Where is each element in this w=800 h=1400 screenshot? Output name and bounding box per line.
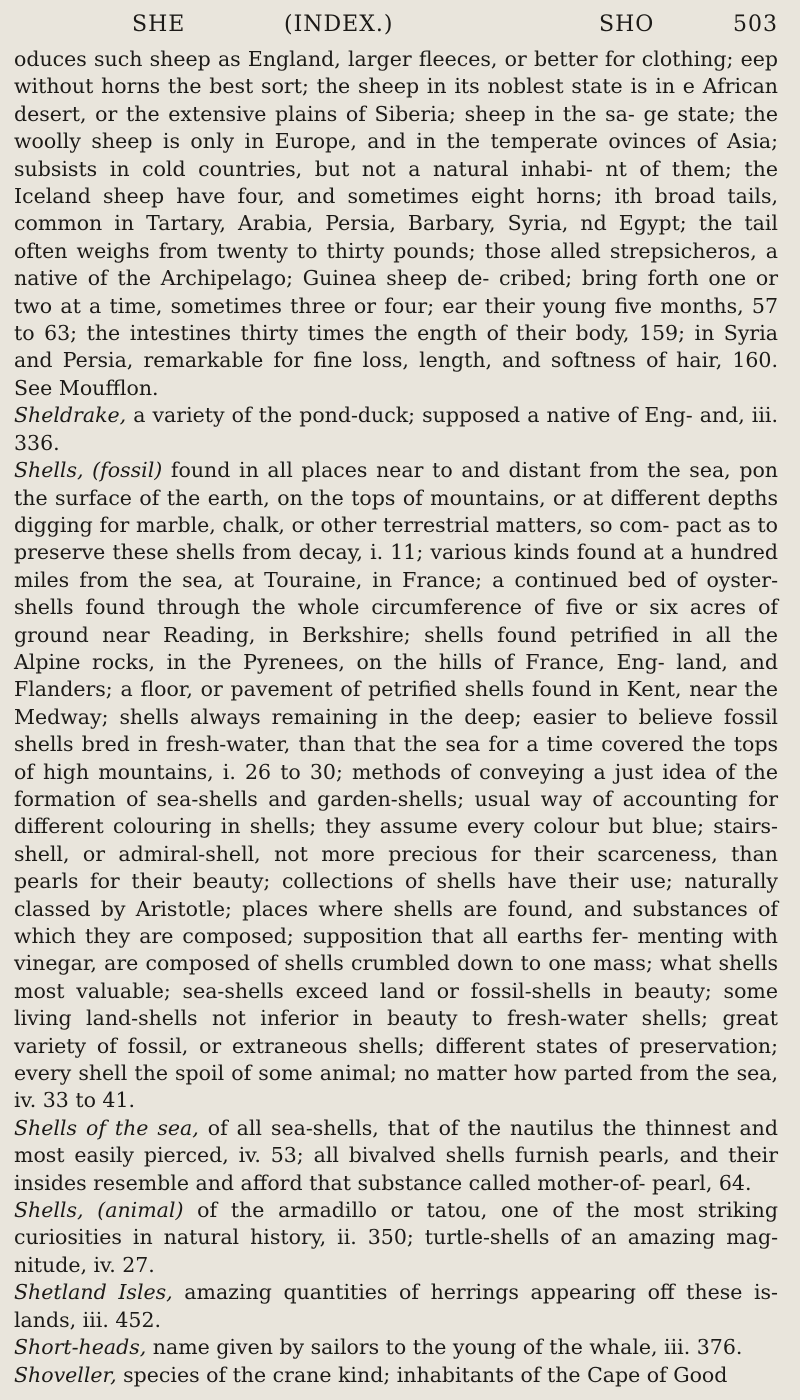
- entry-shells-animal: [14, 1197, 778, 1279]
- entry-text: of all sea-shells, that of the nautilus the thinnest and most easily pierced, iv. 53; all bivalved shells furnish pearls, and their insides resemble and afford that substance called mother-of- pearl, 64.: [14, 1115, 778, 1195]
- entry-term: Shetland Isles,: [14, 1280, 173, 1305]
- entry-text: species of the crane kind; inhabitants of the Cape of Good: [116, 1362, 728, 1387]
- header-section-title: (INDEX.): [284, 12, 394, 37]
- header-right-guide-word: SHO: [599, 12, 655, 37]
- entry-shetland-isles: [14, 1279, 778, 1334]
- running-header: [14, 0, 778, 40]
- entry-sheep-continued: [14, 46, 778, 402]
- entry-shells-fossil: [14, 457, 778, 1115]
- entry-text: of the armadillo or tatou, one of the most striking curiosities in natural history, ii. 350; turtle-shells of an amazing mag- nitude, iv. 27.: [14, 1198, 778, 1277]
- entry-term: Shells of the sea,: [14, 1115, 199, 1140]
- entry-text: name given by sailors to the young of the whale, iii. 376.: [146, 1335, 743, 1360]
- index-entries: [14, 46, 778, 1389]
- entry-text: amazing quantities of herrings appearing off these is- lands, iii. 452.: [14, 1280, 778, 1332]
- entry-term: Sheldrake,: [14, 403, 127, 428]
- entry-sheldrake: [14, 402, 778, 457]
- entry-text: a variety of the pond-duck; supposed a native of Eng- and, iii. 336.: [14, 403, 778, 455]
- entry-term: Shoveller,: [14, 1362, 117, 1387]
- entry-shoveller: [14, 1362, 778, 1389]
- entry-term: Shells, (animal): [14, 1198, 184, 1223]
- page-number: 503: [733, 12, 778, 37]
- entry-text: oduces such sheep as England, larger fleeces, or better for clothing; eep without horns the best sort; the sheep in its noblest state is in e African desert, or the extensive plains of Siberia; sheep in the sa- ge state; the woolly sheep is only in Europe, and in the temperate ovinces of Asia; subsists in cold countries, but not a natural inhabi- nt of them; the Iceland sheep have four, and sometimes eight horns; ith broad tails, common in Tartary, Arabia, Persia, Barbary, Syria, nd Egypt; the tail often weighs from twenty to thirty pounds; those alled strepsicheros, a native of the Archipelago; Guinea sheep de- cribed; bring forth one or two at a time, sometimes three or four; ear their young five months, 57 to 63; the intestines thirty times the ength of their body, 159; in Syria and Persia, remarkable for fine loss, length, and softness of hair, 160. See Moufflon.: [14, 47, 778, 400]
- header-left-guide-word: SHE: [132, 12, 186, 37]
- entry-shells-of-the-sea: [14, 1115, 778, 1197]
- entry-term: Shells, (fossil): [14, 458, 163, 483]
- entry-term: Short-heads,: [14, 1335, 147, 1360]
- entry-text: found in all places near to and distant from the sea, pon the surface of the earth, on the tops of mountains, or at different depths digging for marble, chalk, or other terrestrial matters, so com- pact as to preserve these shells from decay, i. 11; various kinds found at a hundred miles from the sea, at Touraine, in France; a continued bed of oyster-shells found through the whole circumference of five or six acres of ground near Reading, in Berkshire; shells found petrified in all the Alpine rocks, in the Pyrenees, on the hills of France, Eng- land, and Flanders; a floor, or pavement of petrified shells found in Kent, near the Medway; shells always remaining in the deep; easier to believe fossil shells bred in fresh-water, than that the sea for a time covered the tops of high mountains, i. 26 to 30; methods of conveying a just idea of the formation of sea-shells and garden-shells; usual way of accounting for different colouring in shells; they assume every colour but blue; stairs-shell, or admiral-shell, not more precious for their scarceness, than pearls for their beauty; collections of shells have their use; naturally classed by Aristotle; places where shells are found, and substances of which they are composed; supposition that all earths fer- menting with vinegar, are composed of shells crumbled down to one mass; what shells most valuable; sea-shells exceed land or fossil-shells in beauty; some living land-shells not inferior in beauty to fresh-water shells; great variety of fossil, or extraneous shells; different states of preservation; every shell the spoil of some animal; no matter how parted from the sea, iv. 33 to 41.: [14, 458, 779, 1113]
- entry-short-heads: [14, 1334, 778, 1361]
